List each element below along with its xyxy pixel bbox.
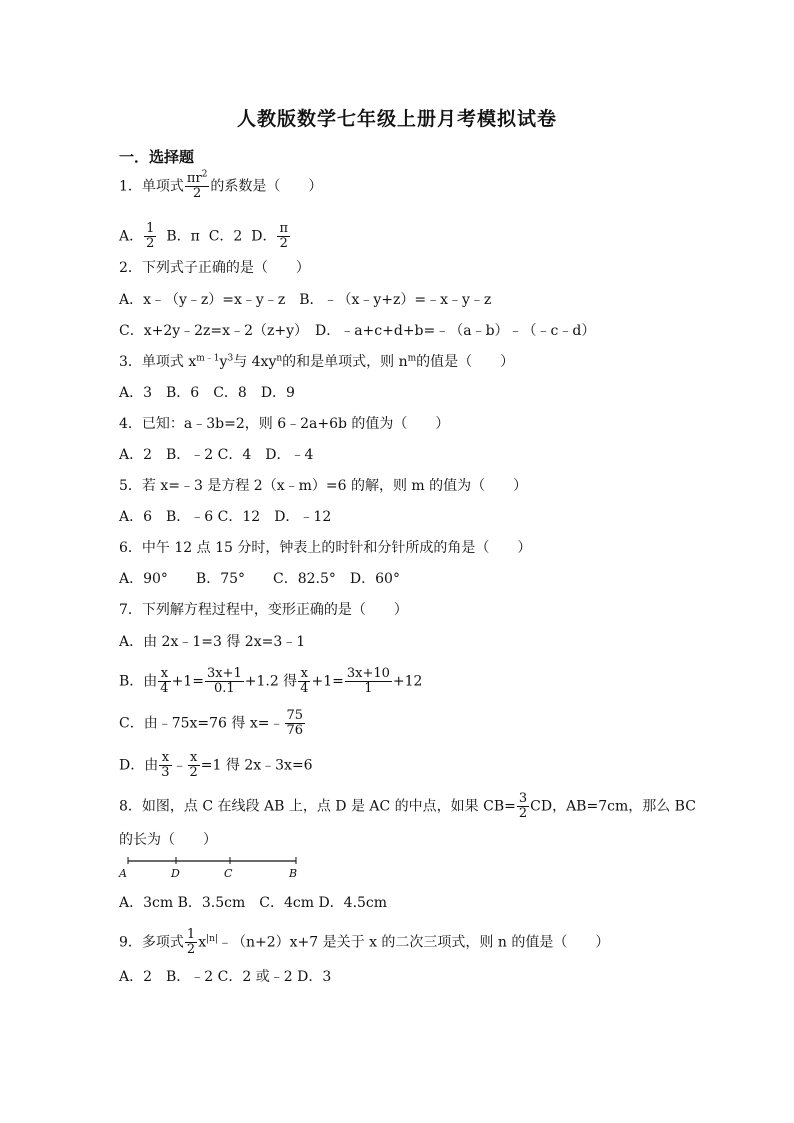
question-1-options: A． $\frac{1}{2}$ B．π C．2 D． $\frac{\pi}{2}$: [119, 221, 289, 251]
question-6-stem: 6．中午 12 点 15 分时，钟表上的时针和分针所成的角是（ ）: [119, 540, 532, 556]
question-3-stem: 3．单项式 $x^{m﹣1}y^3$与 $4xy^n$的和是单项式，则 $n^m$的值是（ ）: [119, 353, 515, 370]
fraction: $\frac{\pi r^2}{2}$: [186, 169, 208, 201]
page-title: 人教版数学七年级上册月考模拟试卷: [236, 108, 557, 130]
question-5-stem: 5．若 x=﹣3 是方程 2（x﹣m）=6 的解，则 m 的值为（ ）: [119, 478, 528, 494]
question-5-options: A．6 B．﹣6 C．12 D．﹣12: [119, 509, 332, 525]
question-1-stem: [119, 169, 323, 201]
question-9-options: A．2 B．﹣2 C．2 或﹣2 D．3: [119, 969, 332, 985]
fraction: $\frac{\pi}{2}$: [279, 221, 289, 251]
question-8-options: A．3cm B．3.5cm C．4cm D．4.5cm: [119, 895, 388, 911]
question-4-options: A．2 B．﹣2 C．4 D．﹣4: [119, 447, 314, 463]
label-d: D: [171, 867, 180, 880]
question-2-options-row2: C．x+2y﹣2z=x﹣2（z+y） D．﹣a+c+d+b=﹣（a﹣b）﹣（﹣c﹣d）: [119, 323, 596, 339]
question-9-stem: 9．多项式 $\frac{1}{2}$ $x^{|n|}﹣(n+2)x+7$ 是关于 x 的二次三项式，则 n 的值是（ ）: [119, 927, 610, 957]
question-3-options: A．3 B．6 C．8 D．9: [119, 385, 295, 401]
question-7-option-b: B．由 $\frac{x}{4}$ +1= $\frac{3x+1}{0.1}$ +1.2 得 $\frac{x}{4}$ +1= $\frac{3x+10}{1}$ +12: [119, 666, 423, 696]
line-segment-figure: [118, 855, 303, 881]
fraction: $\frac{1}{2}$: [186, 927, 196, 957]
question-8-stem-continued: 的长为（ ）: [119, 832, 217, 848]
q1-text: 的系数是（ ）: [210, 178, 323, 195]
fraction: $\frac{3}{2}$: [518, 791, 528, 821]
fraction: $\frac{1}{2}$: [146, 221, 155, 251]
question-7-stem: 7．下列解方程过程中，变形正确的是（ ）: [119, 602, 408, 618]
question-2-options-row1: A．x﹣（y﹣z）=x﹣y﹣z B．﹣（x﹣y+z）=﹣x﹣y﹣z: [119, 292, 492, 308]
fraction: $\frac{3x+1}{0.1}$: [206, 666, 242, 696]
question-8-stem: 8．如图，点 C 在线段 AB 上，点 D 是 AC 的中点，如果 CB= $\frac{3}{2}$ CD，AB=7cm，那么 BC: [119, 791, 696, 821]
q1-text: 1．单项式: [119, 178, 184, 195]
question-7-option-a: A．由 2x﹣1=3 得 2x=3﹣1: [119, 634, 306, 650]
fraction: $\frac{75}{76}$: [286, 708, 304, 738]
fraction: $\frac{3x+10}{1}$: [346, 666, 390, 696]
fraction: $\frac{x}{4}$: [300, 666, 309, 696]
question-6-options: A．90° B．75° C．82.5° D．60°: [119, 571, 400, 587]
label-c: C: [224, 867, 233, 880]
fraction: $\frac{x}{2}$: [189, 750, 198, 780]
label-b: B: [289, 867, 298, 880]
question-4-stem: 4．已知：a﹣3b=2，则 6﹣2a+6b 的值为（ ）: [119, 416, 450, 432]
fraction: $\frac{x}{4}$: [160, 666, 169, 696]
fraction: $\frac{x}{3}$: [161, 750, 170, 780]
question-7-option-d: D．由 $\frac{x}{3}$ ﹣ $\frac{x}{2}$ =1 得 2x﹣3x=6: [119, 750, 313, 780]
question-7-option-c: C．由﹣75x=76 得 x=﹣ $\frac{75}{76}$: [119, 708, 304, 738]
section-heading: 一．选择题: [119, 148, 195, 166]
question-2-stem: 2．下列式子正确的是（ ）: [119, 260, 310, 276]
label-a: A: [119, 867, 127, 880]
